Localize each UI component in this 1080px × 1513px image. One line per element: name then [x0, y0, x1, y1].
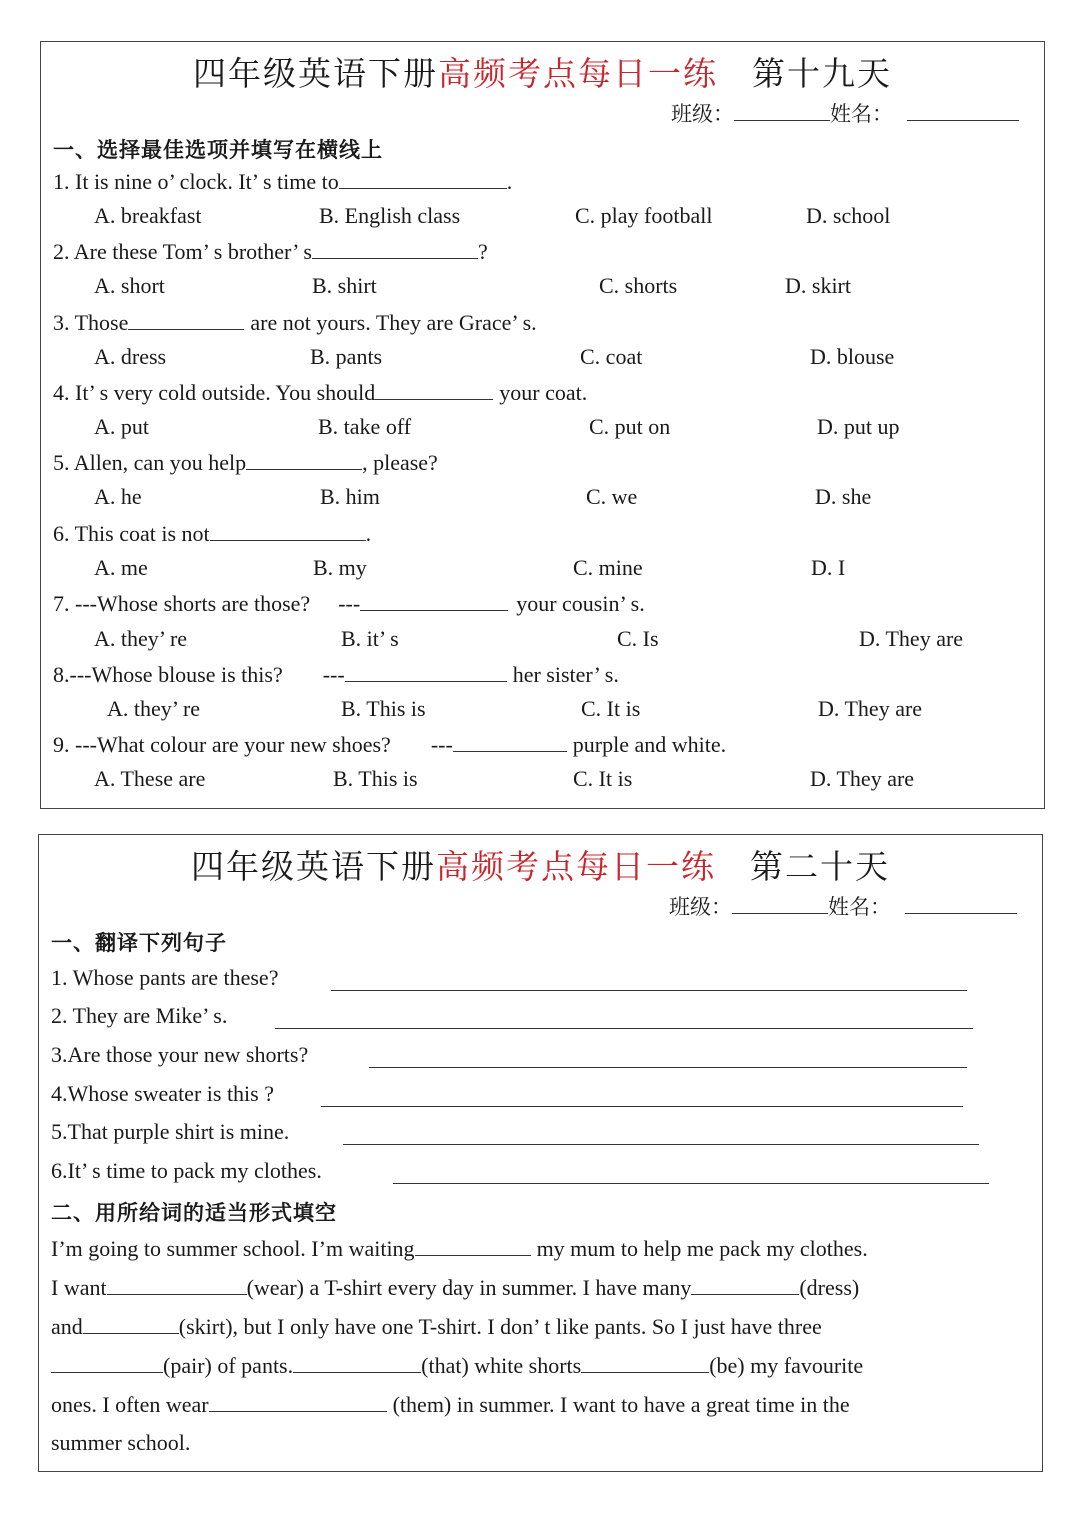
sentence-1: 1. Whose pants are these? [51, 965, 279, 990]
answer-dashes: --- [338, 591, 361, 616]
title-black: 四年级英语下册 [191, 850, 436, 886]
para-text: (them) in summer. I want to have a great time in the [392, 1392, 850, 1417]
answer-dashes: --- [430, 732, 453, 757]
option-b: B. This is [341, 696, 426, 721]
option-b: B. my [313, 555, 367, 580]
para-text: (pair) of pants. [163, 1353, 294, 1378]
option-a: A. he [94, 484, 142, 509]
option-b: B. him [320, 484, 380, 509]
question-text: 2. Are these Tom’ s brother’ s [53, 239, 312, 264]
option-a: A. they’ re [94, 626, 188, 651]
para-text: my mum to help me pack my clothes. [536, 1236, 868, 1261]
answer-blank[interactable] [293, 1352, 421, 1373]
answer-blank[interactable] [360, 590, 508, 611]
option-b: B. pants [310, 344, 383, 369]
question-5 [53, 449, 438, 476]
translation-line[interactable] [343, 1144, 979, 1145]
question-tail: her sister’ s. [512, 662, 619, 687]
option-c: C. It is [573, 766, 633, 791]
option-c: C. Is [617, 626, 659, 651]
name-label: 姓名： [828, 895, 891, 919]
option-d: D. They are [859, 626, 964, 651]
option-d: D. They are [810, 766, 915, 791]
question-2 [53, 238, 488, 265]
day19-title [41, 48, 1044, 95]
option-c: C. It is [581, 696, 641, 721]
option-a: A. breakfast [94, 203, 202, 228]
sentence-4: 4.Whose sweater is this ? [51, 1081, 274, 1106]
para-text: (be) my favourite [709, 1353, 864, 1378]
question-4 [53, 379, 587, 406]
option-a: A. they’ re [107, 696, 201, 721]
para-line-1 [51, 1235, 868, 1262]
para-line-5 [51, 1391, 850, 1418]
answer-blank[interactable] [581, 1352, 709, 1373]
question-text: 8.---Whose blouse is this? [53, 662, 283, 687]
option-a: A. These are [94, 766, 206, 791]
title-red: 高频考点每日一练 [438, 57, 718, 93]
option-c: C. we [586, 484, 638, 509]
option-b: B. take off [318, 414, 412, 439]
question-9 [53, 731, 726, 758]
day19-worksheet [40, 41, 1045, 809]
para-text: I want [51, 1275, 107, 1300]
option-c: C. put on [589, 414, 671, 439]
option-c: C. mine [573, 555, 643, 580]
option-b: B. it’ s [341, 626, 399, 651]
option-d: D. school [806, 203, 891, 228]
question-tail: . [506, 169, 513, 194]
question-text: 3. Those [53, 310, 129, 335]
question-tail: . [365, 521, 372, 546]
translation-line[interactable] [275, 1028, 973, 1029]
title-day: 第十九天 [752, 57, 892, 93]
para-text: (skirt), but I only have one T-shirt. I don’ t like pants. So I just have three [178, 1314, 822, 1339]
answer-blank[interactable] [375, 379, 493, 400]
option-c: C. shorts [599, 273, 678, 298]
sentence-2: 2. They are Mike’ s. [51, 1003, 228, 1028]
sentence-6: 6.It’ s time to pack my clothes. [51, 1158, 322, 1183]
class-label: 班级： [671, 102, 734, 126]
answer-blank[interactable] [312, 238, 478, 259]
class-name-fields [671, 98, 1019, 128]
title-red: 高频考点每日一练 [436, 850, 716, 886]
option-d: D. she [815, 484, 872, 509]
translation-line[interactable] [321, 1106, 963, 1107]
question-1 [53, 168, 512, 195]
answer-blank[interactable] [339, 168, 507, 189]
answer-dashes: --- [322, 662, 345, 687]
option-a: A. dress [94, 344, 167, 369]
class-name-fields [669, 891, 1017, 921]
section-heading-fill: 二、用所给词的适当形式填空 [51, 1200, 337, 1225]
question-tail: your cousin’ s. [516, 591, 645, 616]
translation-line[interactable] [393, 1183, 989, 1184]
answer-blank[interactable] [107, 1274, 247, 1295]
option-b: B. shirt [312, 273, 377, 298]
answer-blank[interactable] [83, 1313, 179, 1334]
option-c: C. coat [580, 344, 643, 369]
para-line-3 [51, 1313, 822, 1340]
section-heading-translate: 一、翻译下列句子 [51, 930, 227, 955]
option-d: D. blouse [810, 344, 895, 369]
title-day: 第二十天 [750, 850, 890, 886]
para-text: (that) white shorts [421, 1353, 582, 1378]
para-text: ones. I often wear [51, 1392, 209, 1417]
answer-blank[interactable] [453, 731, 567, 752]
translation-line[interactable] [331, 990, 967, 991]
day20-title [39, 841, 1042, 888]
name-label: 姓名： [830, 102, 893, 126]
name-field[interactable] [905, 893, 1017, 914]
para-text: I’m going to summer school. I’m waiting [51, 1236, 415, 1261]
question-tail: purple and white. [572, 732, 727, 757]
para-text: and [51, 1314, 83, 1339]
answer-blank[interactable] [51, 1352, 163, 1373]
name-field[interactable] [907, 100, 1019, 121]
option-c: C. play football [575, 203, 713, 228]
question-text: 1. It is nine o’ clock. It’ s time to [53, 169, 339, 194]
section-heading: 一、选择最佳选项并填写在横线上 [53, 137, 383, 162]
question-tail: , please? [362, 450, 438, 475]
option-d: D. I [811, 555, 846, 580]
sentence-3: 3.Are those your new shorts? [51, 1042, 309, 1067]
answer-blank[interactable] [345, 661, 507, 682]
option-a: A. short [94, 273, 165, 298]
question-3 [53, 309, 537, 336]
option-d: D. skirt [785, 273, 851, 298]
option-b: B. This is [333, 766, 418, 791]
answer-blank[interactable] [128, 309, 244, 330]
para-line-4 [51, 1352, 863, 1379]
para-text: (dress) [799, 1275, 860, 1300]
question-text: 5. Allen, can you help [53, 450, 247, 475]
translation-line[interactable] [369, 1067, 967, 1068]
answer-blank[interactable] [209, 1391, 387, 1412]
answer-blank[interactable] [246, 449, 362, 470]
question-tail: are not yours. They are Grace’ s. [250, 310, 537, 335]
question-text: 7. ---Whose shorts are those? [53, 591, 311, 616]
para-line-6: summer school. [51, 1430, 191, 1455]
question-text: 4. It’ s very cold outside. You should [53, 380, 376, 405]
option-b: B. English class [319, 203, 461, 228]
question-tail: your coat. [499, 380, 588, 405]
question-text: 6. This coat is not [53, 521, 210, 546]
option-d: D. They are [818, 696, 923, 721]
class-field[interactable] [732, 893, 828, 914]
para-line-2 [51, 1274, 859, 1301]
answer-blank[interactable] [691, 1274, 799, 1295]
option-a: A. me [94, 555, 148, 580]
day20-worksheet [38, 834, 1043, 1472]
question-7 [53, 590, 645, 617]
question-text: 9. ---What colour are your new shoes? [53, 732, 391, 757]
option-a: A. put [94, 414, 149, 439]
question-6 [53, 520, 371, 547]
answer-blank[interactable] [415, 1235, 531, 1256]
question-tail: ? [477, 239, 488, 264]
para-text: (wear) a T-shirt every day in summer. I have many [246, 1275, 692, 1300]
option-d: D. put up [817, 414, 900, 439]
class-field[interactable] [734, 100, 830, 121]
answer-blank[interactable] [210, 520, 366, 541]
question-8 [53, 661, 619, 688]
sentence-5: 5.That purple shirt is mine. [51, 1119, 290, 1144]
title-black: 四年级英语下册 [193, 57, 438, 93]
class-label: 班级： [669, 895, 732, 919]
